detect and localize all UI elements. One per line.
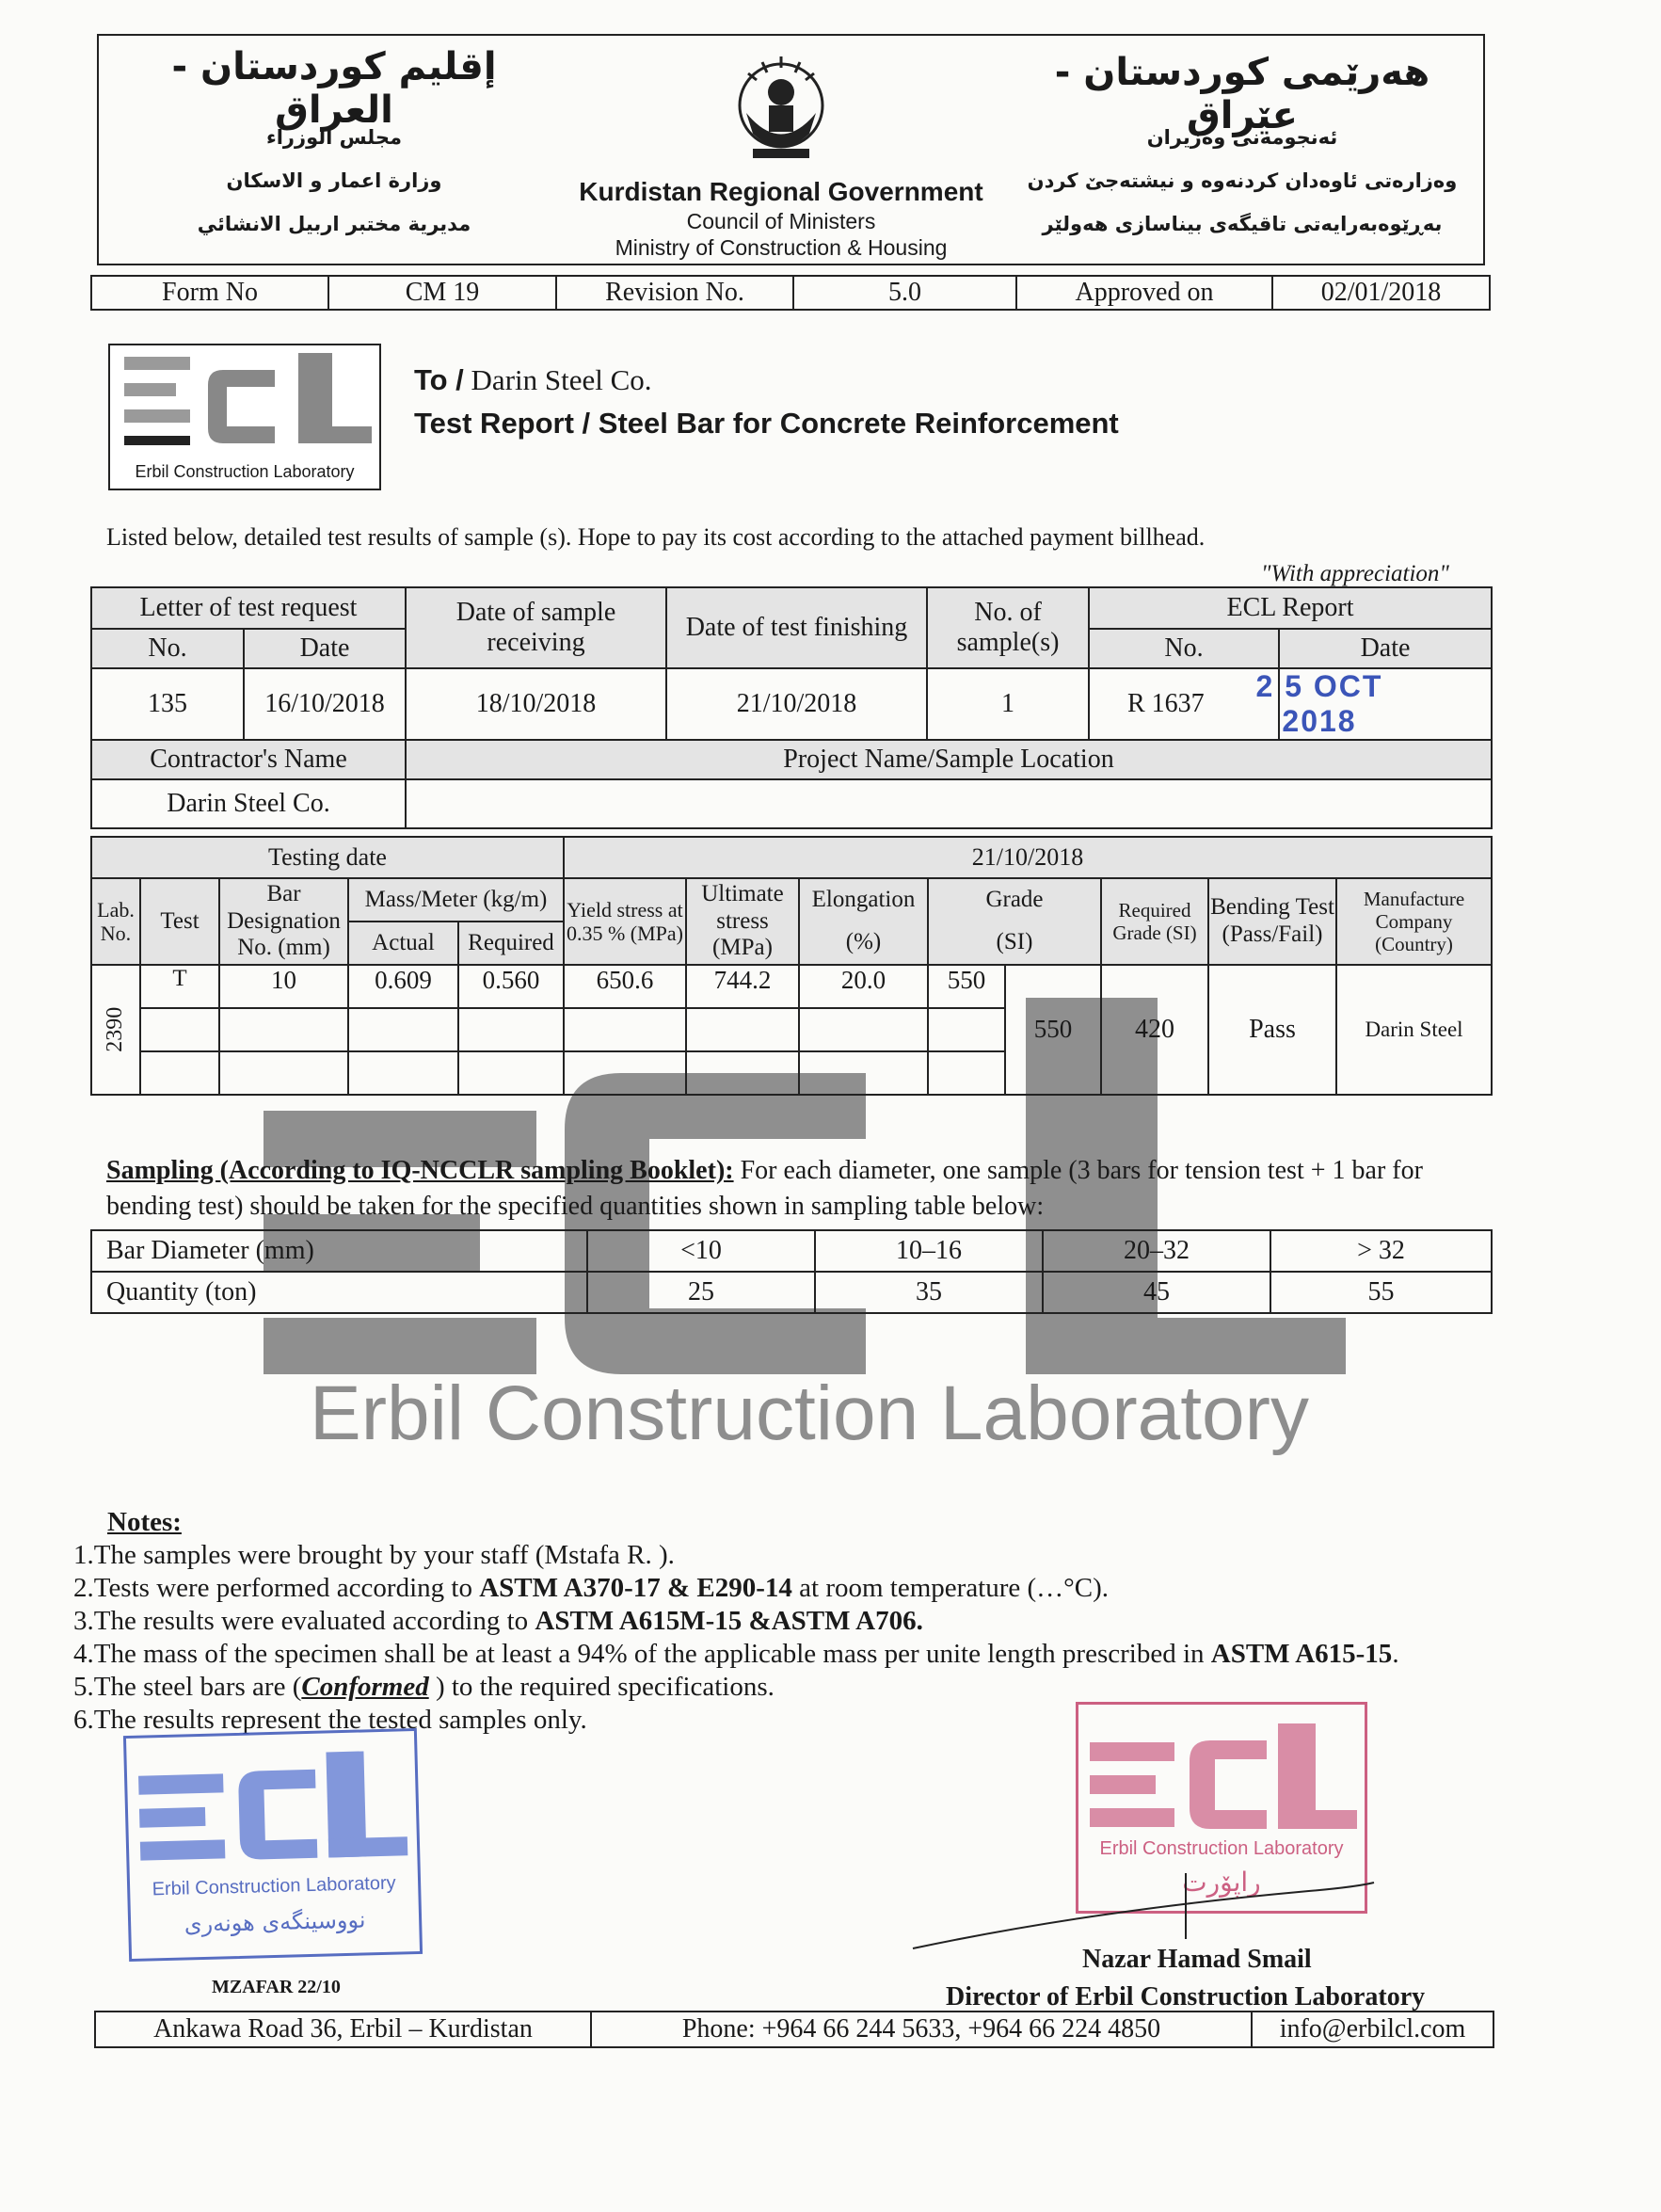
sampling-paragraph (106, 1153, 1490, 1225)
report-title: Test Report / Steel Bar for Concrete Reinforcement (414, 407, 1119, 440)
lab-no (91, 965, 140, 1095)
empty-cell (219, 1008, 348, 1051)
note-2 (73, 1572, 1504, 1605)
form-no-label: Form No (91, 276, 328, 310)
quantity-1: 25 (587, 1272, 815, 1313)
footer-address: Ankawa Road 36, Erbil – Kurdistan (95, 2012, 591, 2047)
blue-stamp-logo (126, 1731, 418, 1880)
revision-label: Revision No. (556, 276, 793, 310)
empty-cell (140, 1051, 219, 1095)
empty-cell (348, 1051, 458, 1095)
form-info-row (90, 275, 1491, 311)
kurdish-title: هەرێمی کوردستان - عێراق (1054, 51, 1430, 137)
ecl-report-no: R 1637 (1089, 668, 1279, 740)
lab-no-value: 2390 (103, 1007, 128, 1052)
empty-cell (348, 1008, 458, 1051)
mass-meter-header: Mass/Meter (kg/m) (348, 878, 564, 922)
samples-count: 1 (927, 668, 1089, 740)
arabic-line-2: وزارة اعمار و الاسكان (226, 169, 442, 192)
request-table (90, 586, 1493, 829)
actual-header: Actual (348, 922, 458, 965)
empty-cell (686, 1051, 799, 1095)
kurdish-line-2: وەزارەتی ئاوەدان کردنەوە و نیشتەجێ کردن (1027, 169, 1458, 192)
blue-stamp (123, 1728, 423, 1962)
empty-cell (564, 1051, 686, 1095)
letter-date: 16/10/2018 (244, 668, 406, 740)
form-no-value: CM 19 (328, 276, 556, 310)
diameter-4: > 32 (1270, 1230, 1492, 1272)
note-1: 1.The samples were brought by your staff (Mstafa R. ). (73, 1540, 675, 1570)
quantity-3: 45 (1043, 1272, 1270, 1313)
note-3-text: 3.The results were evaluated according to (73, 1606, 535, 1636)
finishing-date: 21/10/2018 (666, 668, 927, 740)
ecl-report-header: ECL Report (1089, 587, 1492, 629)
testing-date-label: Testing date (91, 837, 564, 878)
krg-council: Council of Ministers (686, 209, 876, 233)
letter-no: 135 (91, 668, 244, 740)
test-value: T (140, 965, 219, 1008)
ecl-logo-graphic (110, 345, 379, 457)
note-3-standard: ASTM A615M-15 &ASTM A706. (535, 1606, 923, 1636)
notes-title: Notes: (107, 1507, 182, 1537)
yield-value: 650.6 (564, 965, 686, 1008)
note-4 (73, 1638, 1504, 1671)
signature-icon (903, 1845, 1393, 1958)
empty-cell (458, 1008, 564, 1051)
diameter-1: <10 (587, 1230, 815, 1272)
krg-ministry: Ministry of Construction & Housing (615, 235, 948, 260)
empty-cell (564, 1008, 686, 1051)
manufacture-header: Manufacture Company (Country) (1336, 878, 1492, 965)
contractor-name: Darin Steel Co. (91, 779, 406, 828)
ecl-logo-caption: Erbil Construction Laboratory (135, 462, 355, 481)
empty-cell (799, 1008, 928, 1051)
finishing-header: Date of test finishing (666, 587, 927, 668)
diameter-2: 10–16 (815, 1230, 1043, 1272)
addressee (414, 363, 652, 397)
bar-diameter-label: Bar Diameter (mm) (91, 1230, 587, 1272)
red-stamp-kurdish: راپۆرت (1182, 1867, 1261, 1898)
prepared-by: MZAFAR 22/10 (212, 1977, 341, 1997)
ecl-date-header: Date (1279, 629, 1492, 668)
kurdish-line-3: بەڕێوەبەرایەتی تاقیگەی بیناسازی هەولێر (1042, 213, 1443, 235)
sampling-heading: Sampling (According to IQ-NCCLR sampling Booklet): (106, 1156, 734, 1185)
grade-average: 550 (1005, 965, 1101, 1095)
blue-stamp-kurdish: نووسینگەی هونەری (184, 1906, 366, 1938)
grade-header: Grade (928, 878, 1101, 922)
footer-phone: Phone: +964 66 244 5633, +964 66 224 4850 (591, 2012, 1252, 2047)
arabic-line-3: مديرية مختبر اربيل الانشائي (197, 213, 471, 235)
ecl-logo (108, 344, 381, 490)
quantity-2: 35 (815, 1272, 1043, 1313)
elongation-unit: (%) (799, 922, 928, 965)
krg-name: Kurdistan Regional Government (579, 177, 983, 206)
ecl-no-header: No. (1089, 629, 1279, 668)
actual-value: 0.609 (348, 965, 458, 1008)
contractor-header: Contractor's Name (91, 740, 406, 779)
note-4-text: 4.The mass of the specimen shall be at least a 94% of the applicable mass per unite length prescribed in (73, 1639, 1211, 1669)
lab-no-header: Lab. No. (91, 878, 140, 965)
required-grade-header: Required Grade (SI) (1101, 878, 1208, 965)
project-name (406, 779, 1492, 828)
empty-cell (686, 1008, 799, 1051)
note-4-standard: ASTM A615-15 (1210, 1639, 1393, 1669)
kurdish-line-1: ئەنجومەنی وەزیران (1146, 126, 1338, 149)
red-stamp-caption: Erbil Construction Laboratory (1099, 1838, 1344, 1859)
intro-text: Listed below, detailed test results of sample (s). Hope to pay its cost according to the attached payment billhead. (106, 523, 1206, 551)
ultimate-header: Ultimate stress (MPa) (686, 878, 799, 965)
quantity-label: Quantity (ton) (91, 1272, 587, 1313)
empty-cell (928, 1008, 1005, 1051)
note-2-text: 2.Tests were performed according to (73, 1573, 480, 1603)
appreciation-text: "With appreciation" (1261, 561, 1449, 586)
approved-label: Approved on (1016, 276, 1272, 310)
approved-value: 02/01/2018 (1272, 276, 1490, 310)
note-2-standard: ASTM A370-17 & E290-14 (479, 1573, 792, 1603)
required-header: Required (458, 922, 564, 965)
note-5 (73, 1671, 1504, 1704)
required-grade-value: 420 (1101, 965, 1208, 1095)
letter-of-request-header: Letter of test request (91, 587, 406, 629)
letterhead (97, 34, 1485, 265)
footer-email[interactable]: info@erbilcl.com (1252, 2012, 1493, 2047)
ecl-report-date (1255, 668, 1492, 740)
testing-date-value: 21/10/2018 (564, 837, 1492, 878)
manufacture-value: Darin Steel (1336, 965, 1492, 1095)
arabic-line-1: مجلس الوزراء (265, 126, 403, 149)
signatory-title: Director of Erbil Construction Laboratory (946, 1982, 1426, 2012)
note-5-text: 5.The steel bars are ( (73, 1672, 302, 1702)
to-name: Darin Steel Co. (471, 363, 652, 396)
empty-cell (458, 1051, 564, 1095)
footer (94, 2011, 1494, 2048)
elongation-header: Elongation (799, 878, 928, 922)
diameter-3: 20–32 (1043, 1230, 1270, 1272)
sampling-text: For each diameter, one sample (3 bars for tension test + 1 bar for bending test) should be taken for the specified quantities shown in sampling table below: (106, 1156, 1423, 1221)
note-5-tail: ) to the required specifications. (428, 1672, 775, 1702)
letter-date-header: Date (244, 629, 406, 668)
arabic-title: إقليم كوردستان - العراق (171, 45, 497, 132)
to-prefix: To / (414, 363, 464, 396)
empty-cell (219, 1051, 348, 1095)
project-header: Project Name/Sample Location (406, 740, 1492, 779)
bar-designation-header: Bar Designation No. (mm) (219, 878, 348, 965)
bending-value: Pass (1208, 965, 1336, 1095)
empty-cell (799, 1051, 928, 1095)
elongation-value: 20.0 (799, 965, 928, 1008)
date-stamp: 2 5 OCT 2018 (1255, 669, 1383, 738)
letter-no-header: No. (91, 629, 244, 668)
note-2-tail: at room temperature (…°C). (791, 1573, 1110, 1603)
empty-cell (928, 1051, 1005, 1095)
watermark-text: Erbil Construction Laboratory (310, 1370, 1309, 1456)
grade-value: 550 (928, 965, 1005, 1008)
blue-stamp-caption: Erbil Construction Laboratory (152, 1872, 396, 1900)
note-4-tail: . (1392, 1639, 1399, 1669)
quantity-4: 55 (1270, 1272, 1492, 1313)
yield-header: Yield stress at 0.35 % (MPa) (564, 878, 686, 965)
receiving-date: 18/10/2018 (406, 668, 666, 740)
results-table (90, 836, 1493, 1096)
receiving-header: Date of sample receiving (406, 587, 666, 668)
krg-emblem-icon (720, 47, 842, 169)
required-value: 0.560 (458, 965, 564, 1008)
bending-header: Bending Test (Pass/Fail) (1208, 878, 1336, 965)
grade-unit: (SI) (928, 922, 1101, 965)
empty-cell (140, 1008, 219, 1051)
bar-value: 10 (219, 965, 348, 1008)
note-3 (73, 1605, 1504, 1638)
note-5-status: Conformed (301, 1672, 429, 1702)
revision-value: 5.0 (793, 276, 1016, 310)
signatory-name: Nazar Hamad Smail (1082, 1945, 1312, 1974)
samples-header: No. of sample(s) (927, 587, 1089, 668)
note-6: 6.The results represent the tested samples only. (73, 1705, 587, 1735)
sampling-table (90, 1229, 1493, 1314)
ultimate-value: 744.2 (686, 965, 799, 1008)
red-stamp-logo (1078, 1705, 1365, 1846)
test-header: Test (140, 878, 219, 965)
